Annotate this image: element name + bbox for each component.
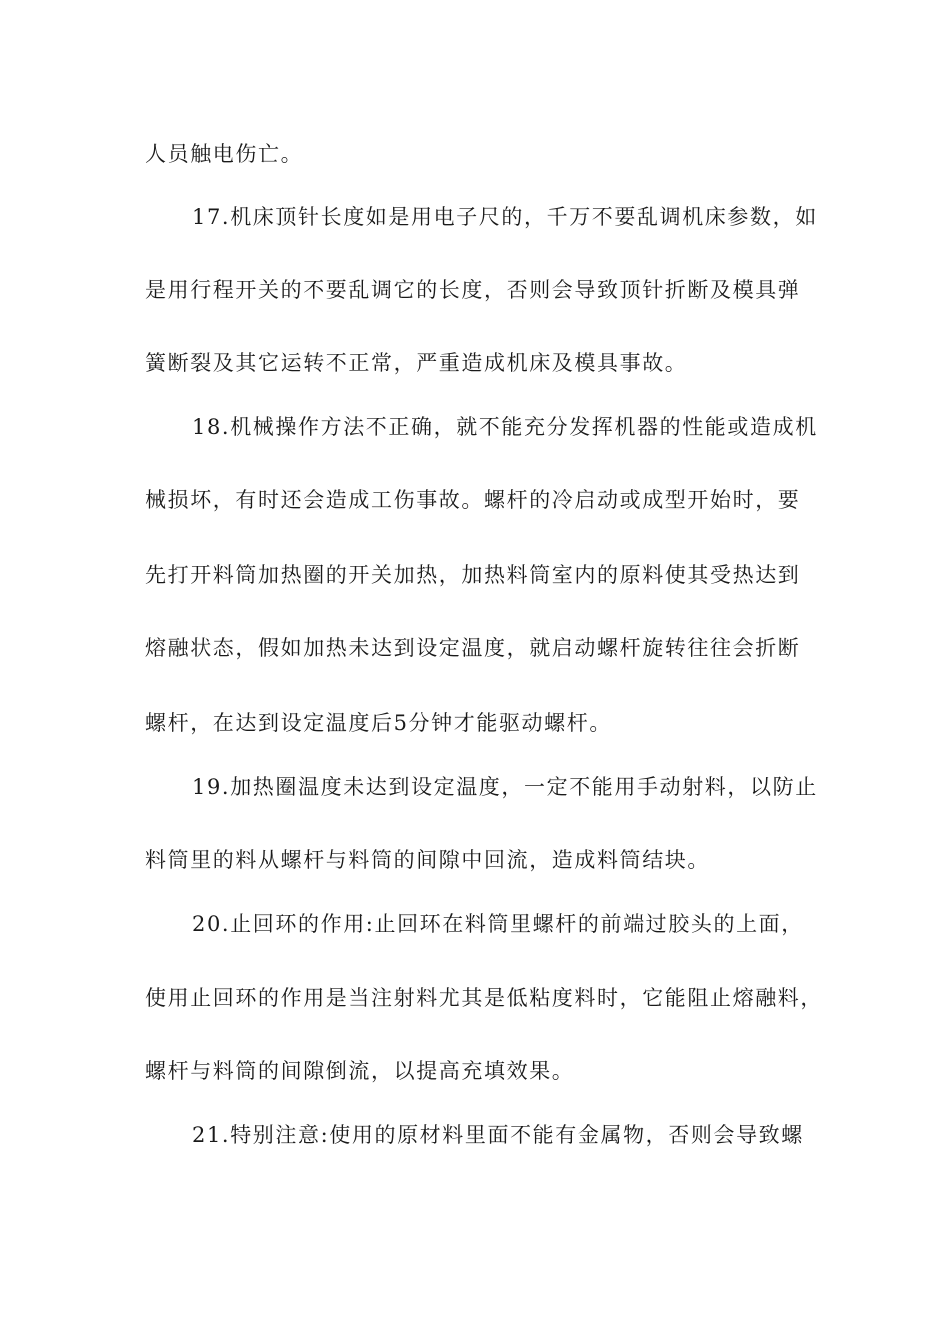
text-line: 20.止回环的作用:止回环在料筒里螺杆的前端过胶头的上面，: [192, 912, 804, 936]
text-line: 先打开料筒加热圈的开关加热，加热料筒室内的原料使其受热达到: [145, 563, 801, 587]
text-line: 螺杆，在达到设定温度后5分钟才能驱动螺杆。: [145, 711, 612, 735]
text-line: 是用行程开关的不要乱调它的长度，否则会导致顶针折断及模具弹: [145, 278, 801, 302]
text-line: 料筒里的料从螺杆与料筒的间隙中回流，造成料筒结块。: [145, 848, 710, 872]
text-line: 熔融状态，假如加热未达到设定温度，就启动螺杆旋转往往会折断: [145, 636, 801, 660]
text-line: 螺杆与料筒的间隙倒流，以提高充填效果。: [145, 1059, 575, 1083]
text-line: 人员触电伤亡。: [145, 142, 304, 166]
text-line: 21.特别注意:使用的原材料里面不能有金属物，否则会导致螺: [192, 1123, 804, 1147]
text-line: 17.机床顶针长度如是用电子尺的，千万不要乱调机床参数，如: [192, 205, 818, 229]
text-line: 19.加热圈温度未达到设定温度，一定不能用手动射料，以防止: [192, 775, 818, 799]
text-line: 18.机械操作方法不正确，就不能充分发挥机器的性能或造成机: [192, 415, 818, 439]
text-line: 簧断裂及其它运转不正常，严重造成机床及模具事故。: [145, 351, 688, 375]
text-line: 械损坏，有时还会造成工伤事故。螺杆的冷启动或成型开始时，要: [145, 488, 801, 512]
text-line: 使用止回环的作用是当注射料尤其是低粘度料时，它能阻止熔融料，: [145, 986, 823, 1010]
